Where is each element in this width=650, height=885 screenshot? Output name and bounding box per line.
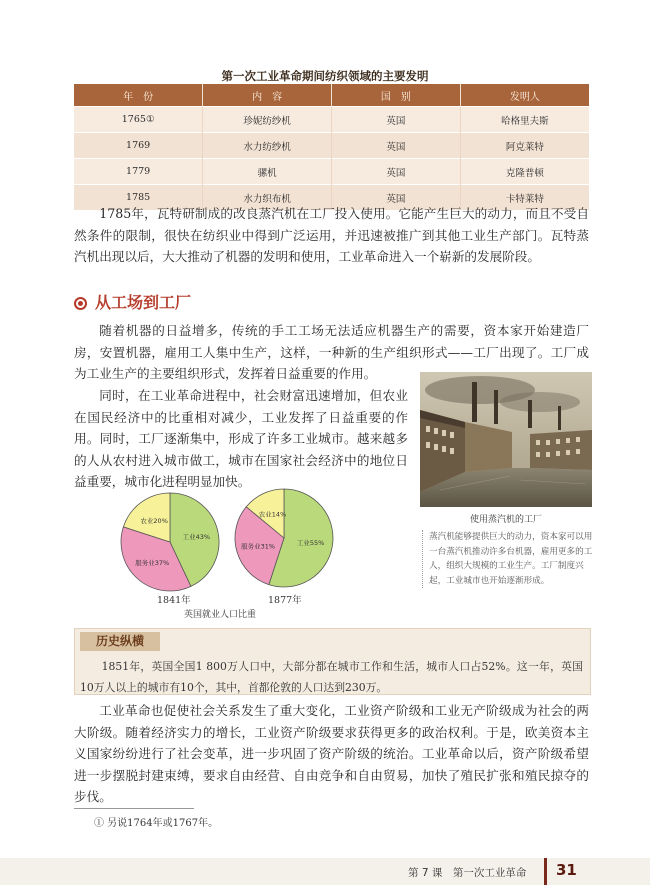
table-title: 第一次工业革命期间纺织领域的主要发明 — [221, 69, 429, 83]
footer-band — [0, 858, 650, 885]
pie-year-1877: 1877年 — [268, 595, 302, 606]
table-header-row — [74, 84, 589, 107]
header-content: 内 容 — [203, 84, 332, 107]
footnote: ① 另说1764年或1767年。 — [94, 818, 219, 829]
photo-note: 蒸汽机能够提供巨大的动力，资本家可以用一台蒸汽机推动许多台机器，雇用更多的工人，组织大规模的工业生产。工厂制度兴起，工业城市也开始逐渐形成。 — [422, 530, 599, 588]
history-box-title: 历史纵横 — [95, 634, 144, 648]
cell-content: 水力纺纱机 — [203, 133, 332, 159]
cell-inventor: 哈格里夫斯 — [460, 107, 589, 133]
cell-country: 英国 — [332, 133, 461, 159]
pie-slice-label: 工业55% — [296, 539, 325, 548]
section-heading — [74, 290, 191, 313]
cell-inventor: 克隆普顿 — [460, 159, 589, 185]
cell-year: 1785 — [74, 185, 203, 211]
pie-slice-label: 服务业31% — [241, 542, 276, 551]
section-heading-text: 从工场到工厂 — [95, 293, 192, 312]
pie-year-1841: 1841年 — [157, 595, 191, 606]
cell-inventor: 卡特莱特 — [460, 185, 589, 211]
inventions-table — [74, 84, 589, 210]
cell-year: 1765① — [74, 107, 203, 133]
paragraph-factory-emergence: 随着机器的日益增多，传统的手工工场无法适应机器生产的需要，资本家开始建造厂房，安置机器，雇用工人集中生产，这样，一种新的生产组织形式——工厂出现了。工厂成为工业生产的主要组织形式，发挥着日益重要的作用。 — [74, 323, 589, 381]
footer-divider — [544, 858, 547, 885]
pie-chart-1877 — [232, 486, 336, 590]
cell-country: 英国 — [332, 185, 461, 211]
header-year: 年 份 — [74, 84, 203, 107]
cell-year: 1769 — [74, 133, 203, 159]
cell-content: 水力织布机 — [203, 185, 332, 211]
table-row — [74, 107, 589, 133]
cell-inventor: 阿克莱特 — [460, 133, 589, 159]
cell-country: 英国 — [332, 159, 461, 185]
photo-caption: 使用蒸汽机的工厂 — [469, 515, 542, 525]
pie-slice-label: 农业14% — [258, 510, 287, 519]
header-inventor: 发明人 — [460, 84, 589, 107]
bullseye-icon — [74, 297, 87, 310]
cell-content: 珍妮纺纱机 — [203, 107, 332, 133]
pie-chart-caption: 英国就业人口比重 — [183, 610, 256, 620]
history-box-text: 1851年，英国全国1 800万人口中，大部分都在城市工作和生活，城市人口占52%。这一年，英国10万人以上的城市有10个，其中，首都伦敦的人口达到230万。 — [80, 660, 583, 694]
cell-country: 英国 — [332, 107, 461, 133]
cell-content: 骡机 — [203, 159, 332, 185]
paragraph-social-change: 工业革命也促使社会关系发生了重大变化，工业资产阶级和工业无产阶级成为社会的两大阶级。随着经济实力的增长，工业资产阶级要求获得更多的政治权利。于是，欧美资本主义国家纷纷进行了社会变革，进一步巩固了资产阶级的统治。工业革命以后，资产阶级希望进一步摆脱封建束缚，要求自由经营、自由竞争和自由贸易，加快了殖民扩张和殖民掠夺的步伐。 — [74, 703, 589, 804]
footer-lesson-title: 第 7 课 第一次工业革命 — [408, 867, 527, 879]
paragraph-urbanization: 同时，在工业革命进程中，社会财富迅速增加，但农业在国民经济中的比重相对减少，工业发挥了日益重要的作用。同时，工厂逐渐集中，形成了许多工业城市。越来越多的人从农村进入城市做工，城市在国家社会经济中的地位日益重要，城市化进程明显加快。 — [74, 388, 408, 489]
table-row — [74, 159, 589, 185]
footnote-rule — [74, 808, 194, 809]
pie-slice-label: 工业43% — [182, 533, 211, 542]
table-row — [74, 133, 589, 159]
pie-chart-1841 — [118, 490, 222, 594]
header-country: 国 别 — [332, 84, 461, 107]
intro-paragraph: 1785年，瓦特研制成的改良蒸汽机在工厂投入使用。它能产生巨大的动力，而且不受自然条件的限制，很快在纺织业中得到广泛运用，并迅速被推广到其他工业生产部门。瓦特蒸汽机出现以后，大大推动了机器的发明和使用，工业革命进入一个崭新的发展阶段。 — [74, 206, 589, 264]
page-number: 31 — [556, 861, 577, 879]
cell-year: 1779 — [74, 159, 203, 185]
pie-slice-label: 服务业37% — [135, 559, 170, 568]
factory-photo — [420, 372, 592, 507]
pie-slice-label: 农业20% — [140, 517, 168, 526]
